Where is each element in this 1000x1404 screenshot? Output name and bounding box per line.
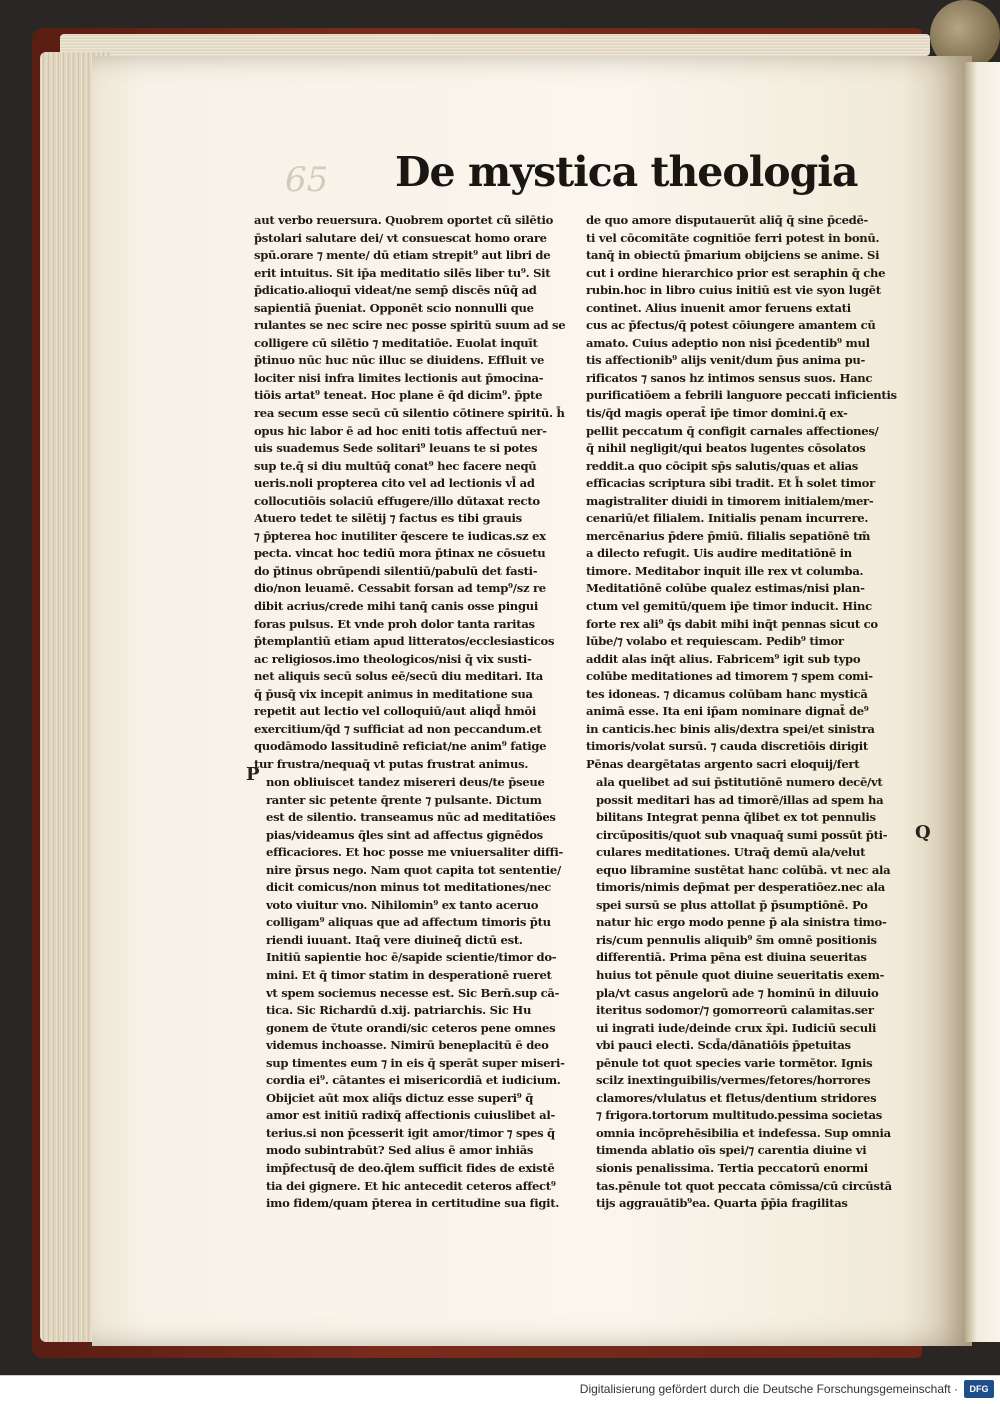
text-line: ⁊ p̄pterea hoc inutiliter q̄escere te iudicas.sz ex xyxy=(254,528,546,543)
footer-bar xyxy=(0,1375,1000,1404)
text-line: huius tot pēnule quot diuine seueritatis exem- xyxy=(596,968,885,983)
text-line: natur hic ergo modo penne p̄ ala sinistra timo- xyxy=(596,915,887,930)
text-line: vt spem sociemus necesse est. Sic Bern̄.sup cā- xyxy=(266,985,560,1000)
text-line: mercēnarius p̄dere p̄miū. filialis sepatiōnē tm̄ xyxy=(586,528,871,543)
text-line: pecta. vincat hoc tediū mora p̄tinax ne cōsuetu xyxy=(254,546,546,561)
text-line: Initiū sapientie hoc ē/sapide scientie/timor do- xyxy=(266,950,557,965)
funding-credit: Digitalisierung gefördert durch die Deutsche Forschungsgemeinschaft · xyxy=(579,1382,958,1396)
text-line: videmus inchoasse. Nimirū beneplacitū ē deo xyxy=(266,1038,549,1053)
text-line: bilitans Integrat penna q̄libet ex tot pennulis xyxy=(596,810,876,825)
text-line: dicit comicus/non minus tot meditationes/nec xyxy=(266,880,552,895)
text-line: amor est initiū radixq̄ affectionis cuiuslibet al- xyxy=(266,1108,555,1123)
text-line: ranter sic petente q̄rente ⁊ pulsante. Dictum xyxy=(266,792,542,807)
left-text-column-lower xyxy=(266,774,576,1213)
text-line: voto viuitur vno. Nihilomin⁹ ex tanto aceruo xyxy=(266,897,539,912)
text-line: differentiā. Prima pēna est diuina seueritas xyxy=(596,950,867,965)
text-line: spei sursū se plus attollat p̄ p̄sumptiōnē. Po xyxy=(596,897,868,912)
left-text-column xyxy=(254,212,576,774)
text-line: tis/q̄d magis operat̄ ip̄e timor domini.q̄ ex- xyxy=(586,406,848,421)
margin-mark-left: P xyxy=(246,764,260,785)
text-line: in canticis.hec binis alis/dextra spei/et sinistra xyxy=(586,721,875,736)
text-line: efficacias scriptura sibi tradit. Et h̄ solet timor xyxy=(586,476,875,491)
text-line: tia dei gignere. Et hic antecedit ceteros affect⁹ xyxy=(266,1178,556,1193)
folio-number: 65 xyxy=(285,160,329,200)
text-line: addit alas inq̄t alius. Fabricem⁹ igit sub typo xyxy=(586,651,861,666)
text-line: culares meditationes. Utraq̄ demū ala/velut xyxy=(596,845,866,860)
text-line: p̄stolari salutare dei/ vt consuescat homo orare xyxy=(254,230,547,245)
text-line: timenda ablatio oīs spei/⁊ carentia diuine vi xyxy=(596,1143,867,1158)
text-line: imo fidem/quam p̄terea in certitudine sua figit. xyxy=(266,1196,560,1211)
text-line: efficaciores. Et hoc posse me vniuersaliter diffi- xyxy=(266,845,563,860)
text-line: erit intuitus. Sit ip̄a meditatio silēs liber tu⁹. Sit xyxy=(254,265,551,280)
page-top-edge xyxy=(60,34,930,56)
text-line: pla/vt casus angelorū ade ⁊ hominū in diluuio xyxy=(596,985,879,1000)
text-line: ris/cum pennulis aliquib⁹ s̄m omnē positionis xyxy=(596,932,877,947)
text-line: timoris/nimis dep̄mat per desperatiōez.nec ala xyxy=(596,880,885,895)
text-line: a dilecto refugit. Uis audire meditatiōnē in xyxy=(586,546,852,561)
text-line: Obijciet aūt mox aliq̄s dictuz esse superi⁹ q̄ xyxy=(266,1090,534,1105)
text-line: ala quelibet ad sui p̄stitutiōnē numero decē/vt xyxy=(596,775,883,789)
text-line: rulantes se nec scire nec posse spiritū suum ad se xyxy=(254,318,566,333)
text-line: gonem de v̄tute orandi/sic ceteros pene omnes xyxy=(266,1020,556,1035)
text-line: tas.pēnule tot quot peccata cōmissa/cū circūstā xyxy=(596,1178,892,1193)
text-line: uis suademus Sede solitari⁹ leuans te si potes xyxy=(254,441,538,456)
text-line: aut verbo reuersura. Quobrem oportet cũ silētio xyxy=(254,213,554,227)
text-line: quodāmodo lassitudinē reficiat/ne anim⁹ fatige xyxy=(254,739,547,754)
text-line: iteritus sodomor/⁊ gomorreorū calamitas.ser xyxy=(596,1003,874,1018)
text-line: riendi iuuant. Itaq̄ vere diuineq̄ dictū est. xyxy=(266,932,523,947)
text-line: pias/videamus q̄les sint ad affectus gignēdos xyxy=(266,827,543,842)
text-line: Pēnas deargētatas argento sacri eloquij/fert xyxy=(586,756,860,771)
text-line: sionis penalissima. Tertia peccatorū enormi xyxy=(596,1161,868,1176)
text-line: timoris/volat sursū. ⁊ cauda discretiōis dirigit xyxy=(586,739,868,754)
text-line: ⁊ frigora.tortorum multitudo.pessima societas xyxy=(596,1108,882,1123)
text-line: rea secum esse secū cū silentio cōtinere spiritū. h̄ xyxy=(254,406,565,421)
text-line: pēnule tot quot species varie tormētor. Ignis xyxy=(596,1055,873,1070)
text-line: purificatiōem a febrili languore peccati inficientis xyxy=(586,388,897,403)
text-line: sup te.q̄ si diu multūq̄ conat⁹ hec facere neqū xyxy=(254,458,537,473)
text-line: p̄templantiū etiam apud litteratos/ecclesiasticos xyxy=(254,634,555,649)
right-page-edge xyxy=(965,62,1000,1342)
text-line: p̄tinuo nūc huc nūc illuc se diuidens. Effluit ve xyxy=(254,353,545,368)
text-line: sapientiā p̄ueniat. Opponēt scio nonnulli que xyxy=(254,300,534,315)
right-text-column-lower xyxy=(596,774,910,1213)
text-line: tiōis artat⁹ teneat. Hoc plane ē q̄d dicim⁹. p̄pte xyxy=(254,388,543,403)
text-line: ac religiosos.imo theologicos/nisi q̄ vix susti- xyxy=(254,651,532,666)
text-line: p̄dicatio.alioquī videat/ne semp̄ discēs nūq̄ ad xyxy=(254,283,537,298)
text-line: spū.orare ⁊ mente/ dū etiam strepit⁹ aut libri de xyxy=(254,248,551,263)
text-line: terius.si non p̄cesserit igit amor/timor ⁊ spes q̄ xyxy=(266,1125,555,1140)
text-line: est de silentio. transeamus nūc ad meditatiōes xyxy=(266,810,556,825)
text-line: vbi pauci electi. Scd̄a/dānatiōis p̄petuitas xyxy=(596,1038,851,1053)
text-line: clamores/vlulatus et fletus/dentium stridores xyxy=(596,1090,877,1105)
text-line: omnia incōprehēsibilia et indefessa. Sup omnia xyxy=(596,1125,891,1140)
text-line: animā esse. Ita eni ip̄am nominare dignat̄ de⁹ xyxy=(586,704,869,719)
text-line: Atuero tedet te silētij ⁊ factus es tibi grauis xyxy=(254,511,522,526)
running-title: De mystica theologia xyxy=(395,148,858,196)
text-line: amato. Cuius adeptio non nisi p̄cedentib⁹ mul xyxy=(586,335,870,350)
text-line: magistraliter diuidi in timorem initialem/mer- xyxy=(586,493,874,508)
right-text-column xyxy=(586,212,910,774)
text-line: non obliuiscet tandez misereri deus/te p̄seue xyxy=(266,775,545,789)
text-line: imp̄fectusq̄ de deo.q̄lem sufficit fides de existē xyxy=(266,1161,555,1176)
text-line: Meditatiōnē colūbe qualez estimas/nisi plan- xyxy=(586,581,865,596)
text-line: exercitium/q̄d ⁊ sufficiat ad non peccandum.et xyxy=(254,721,542,736)
text-line: de quo amore disputauerūt aliq̄ q̄ sine p̄cedē- xyxy=(586,213,869,227)
text-line: colligam⁹ aliquas que ad affectum timoris p̄tu xyxy=(266,915,551,930)
text-line: cus ac p̄fectus/q̄ potest cōiungere amantem cū xyxy=(586,318,876,333)
text-line: lociter nisi infra limites lectionis aut p̄mocina- xyxy=(254,370,544,385)
text-line: possit meditari has ad timorē/illas ad spem ha xyxy=(596,792,884,807)
text-line: collocutiōis solaciū effugere/illo dūtaxat recto xyxy=(254,493,540,508)
text-line: reddit.a quo cōcipit sp̄s salutis/quas et alias xyxy=(586,458,859,473)
text-line: tijs aggrauātib⁹ea. Quarta p̄p̄ia fragilitas xyxy=(596,1196,848,1211)
text-line: scilz inextinguibilis/vermes/fetores/horrores xyxy=(596,1073,871,1088)
text-line: ueris.noli propterea cito vel ad lectionis vl̄ ad xyxy=(254,476,535,491)
text-line: sup timentes eum ⁊ in eis q̄ sperāt super miseri- xyxy=(266,1055,565,1070)
text-line: forte rex ali⁹ q̄s dabit mihi inq̄t pennas sicut co xyxy=(586,616,878,631)
text-line: tanq̄ in obiectū p̄marium obijciens se anime. Si xyxy=(586,248,880,263)
text-line: rubin.hoc in libro cuius initiū est vie syon lugēt xyxy=(586,283,881,298)
text-line: timore. Meditabor inquit ille rex vt columba. xyxy=(586,563,864,578)
text-line: ti vel cōcomitāte cognitiōe ferri potest in bonū. xyxy=(586,230,880,245)
text-line: rificatos ⁊ sanos hz intimos sensus suos. Hanc xyxy=(586,370,873,385)
text-line: pellit peccatum q̄ configit carnales affectiones/ xyxy=(586,423,879,438)
text-line: cut i ordine hierarchico prior est seraphin q̄ che xyxy=(586,265,886,280)
dfg-logo: DFG xyxy=(964,1380,994,1398)
text-line: colūbe meditationes ad timorem ⁊ spem comi- xyxy=(586,669,873,684)
text-line: circūpositis/quot sub vnaquaq̄ sumi possūt p̄ti- xyxy=(596,827,888,842)
text-line: tur frustra/nequaq̄ vt putas frustrat animus. xyxy=(254,756,529,771)
text-line: dibit acrius/crede mihi tanq̄ canis osse pingui xyxy=(254,599,538,614)
text-line: continet. Alius inuenit amor feruens extati xyxy=(586,300,851,315)
text-line: equo libramine sustētat hanc colūbā. vt nec ala xyxy=(596,862,891,877)
text-line: q̄ p̄usq̄ vix incepit animus in meditatione sua xyxy=(254,686,533,701)
text-line: lūbe/⁊ volabo et requiescam. Pedib⁹ timor xyxy=(586,634,844,649)
text-line: tis affectionib⁹ alijs venit/dum p̄us anima pu- xyxy=(586,353,866,368)
text-line: dio/non leuamē. Cessabit forsan ad temp⁹/sz re xyxy=(254,581,546,596)
text-line: tica. Sic Richardū d.xij. patriarchis. Sic Hu xyxy=(266,1003,532,1018)
margin-mark-right: Q xyxy=(915,822,931,843)
text-line: colligere cū silētio ⁊ meditatiōe. Euolat inquīt xyxy=(254,335,538,350)
text-line: modo subintrabūt? Sed alius ē amor inhiās xyxy=(266,1143,534,1158)
text-line: tes idoneas. ⁊ dicamus colūbam hanc mysticā xyxy=(586,686,868,701)
text-line: q̄ nihil negligit/qui beatos lugentes cōsolatos xyxy=(586,441,866,456)
text-line: nire p̄rsus nego. Nam quot capita tot sententie/ xyxy=(266,862,561,877)
text-line: repetit aut lectio vel colloquiū/aut aliqd̄ hmōi xyxy=(254,704,536,719)
text-line: cenariū/et filialem. Initialis penam incurrere. xyxy=(586,511,869,526)
text-line: mini. Et q̄ timor statim in desperationē rueret xyxy=(266,968,552,983)
text-line: opus hic labor ē ad hoc eniti totis affectuū ner- xyxy=(254,423,547,438)
text-line: ui ingrati iude/deinde crux x̄pi. Iudiciū seculi xyxy=(596,1020,877,1035)
text-line: foras pulsus. Et vnde proh dolor tanta raritas xyxy=(254,616,535,631)
text-line: ctum vel gemitū/quem ip̄e timor inducit. Hinc xyxy=(586,599,872,614)
text-line: net aliquis secū solus eē/secū diu meditari. Ita xyxy=(254,669,543,684)
text-line: do p̄tinus obrūpendi silentiū/pabulū det fasti- xyxy=(254,563,538,578)
text-line: cordia ei⁹. cātantes ei misericordiā et iudicium. xyxy=(266,1073,561,1088)
